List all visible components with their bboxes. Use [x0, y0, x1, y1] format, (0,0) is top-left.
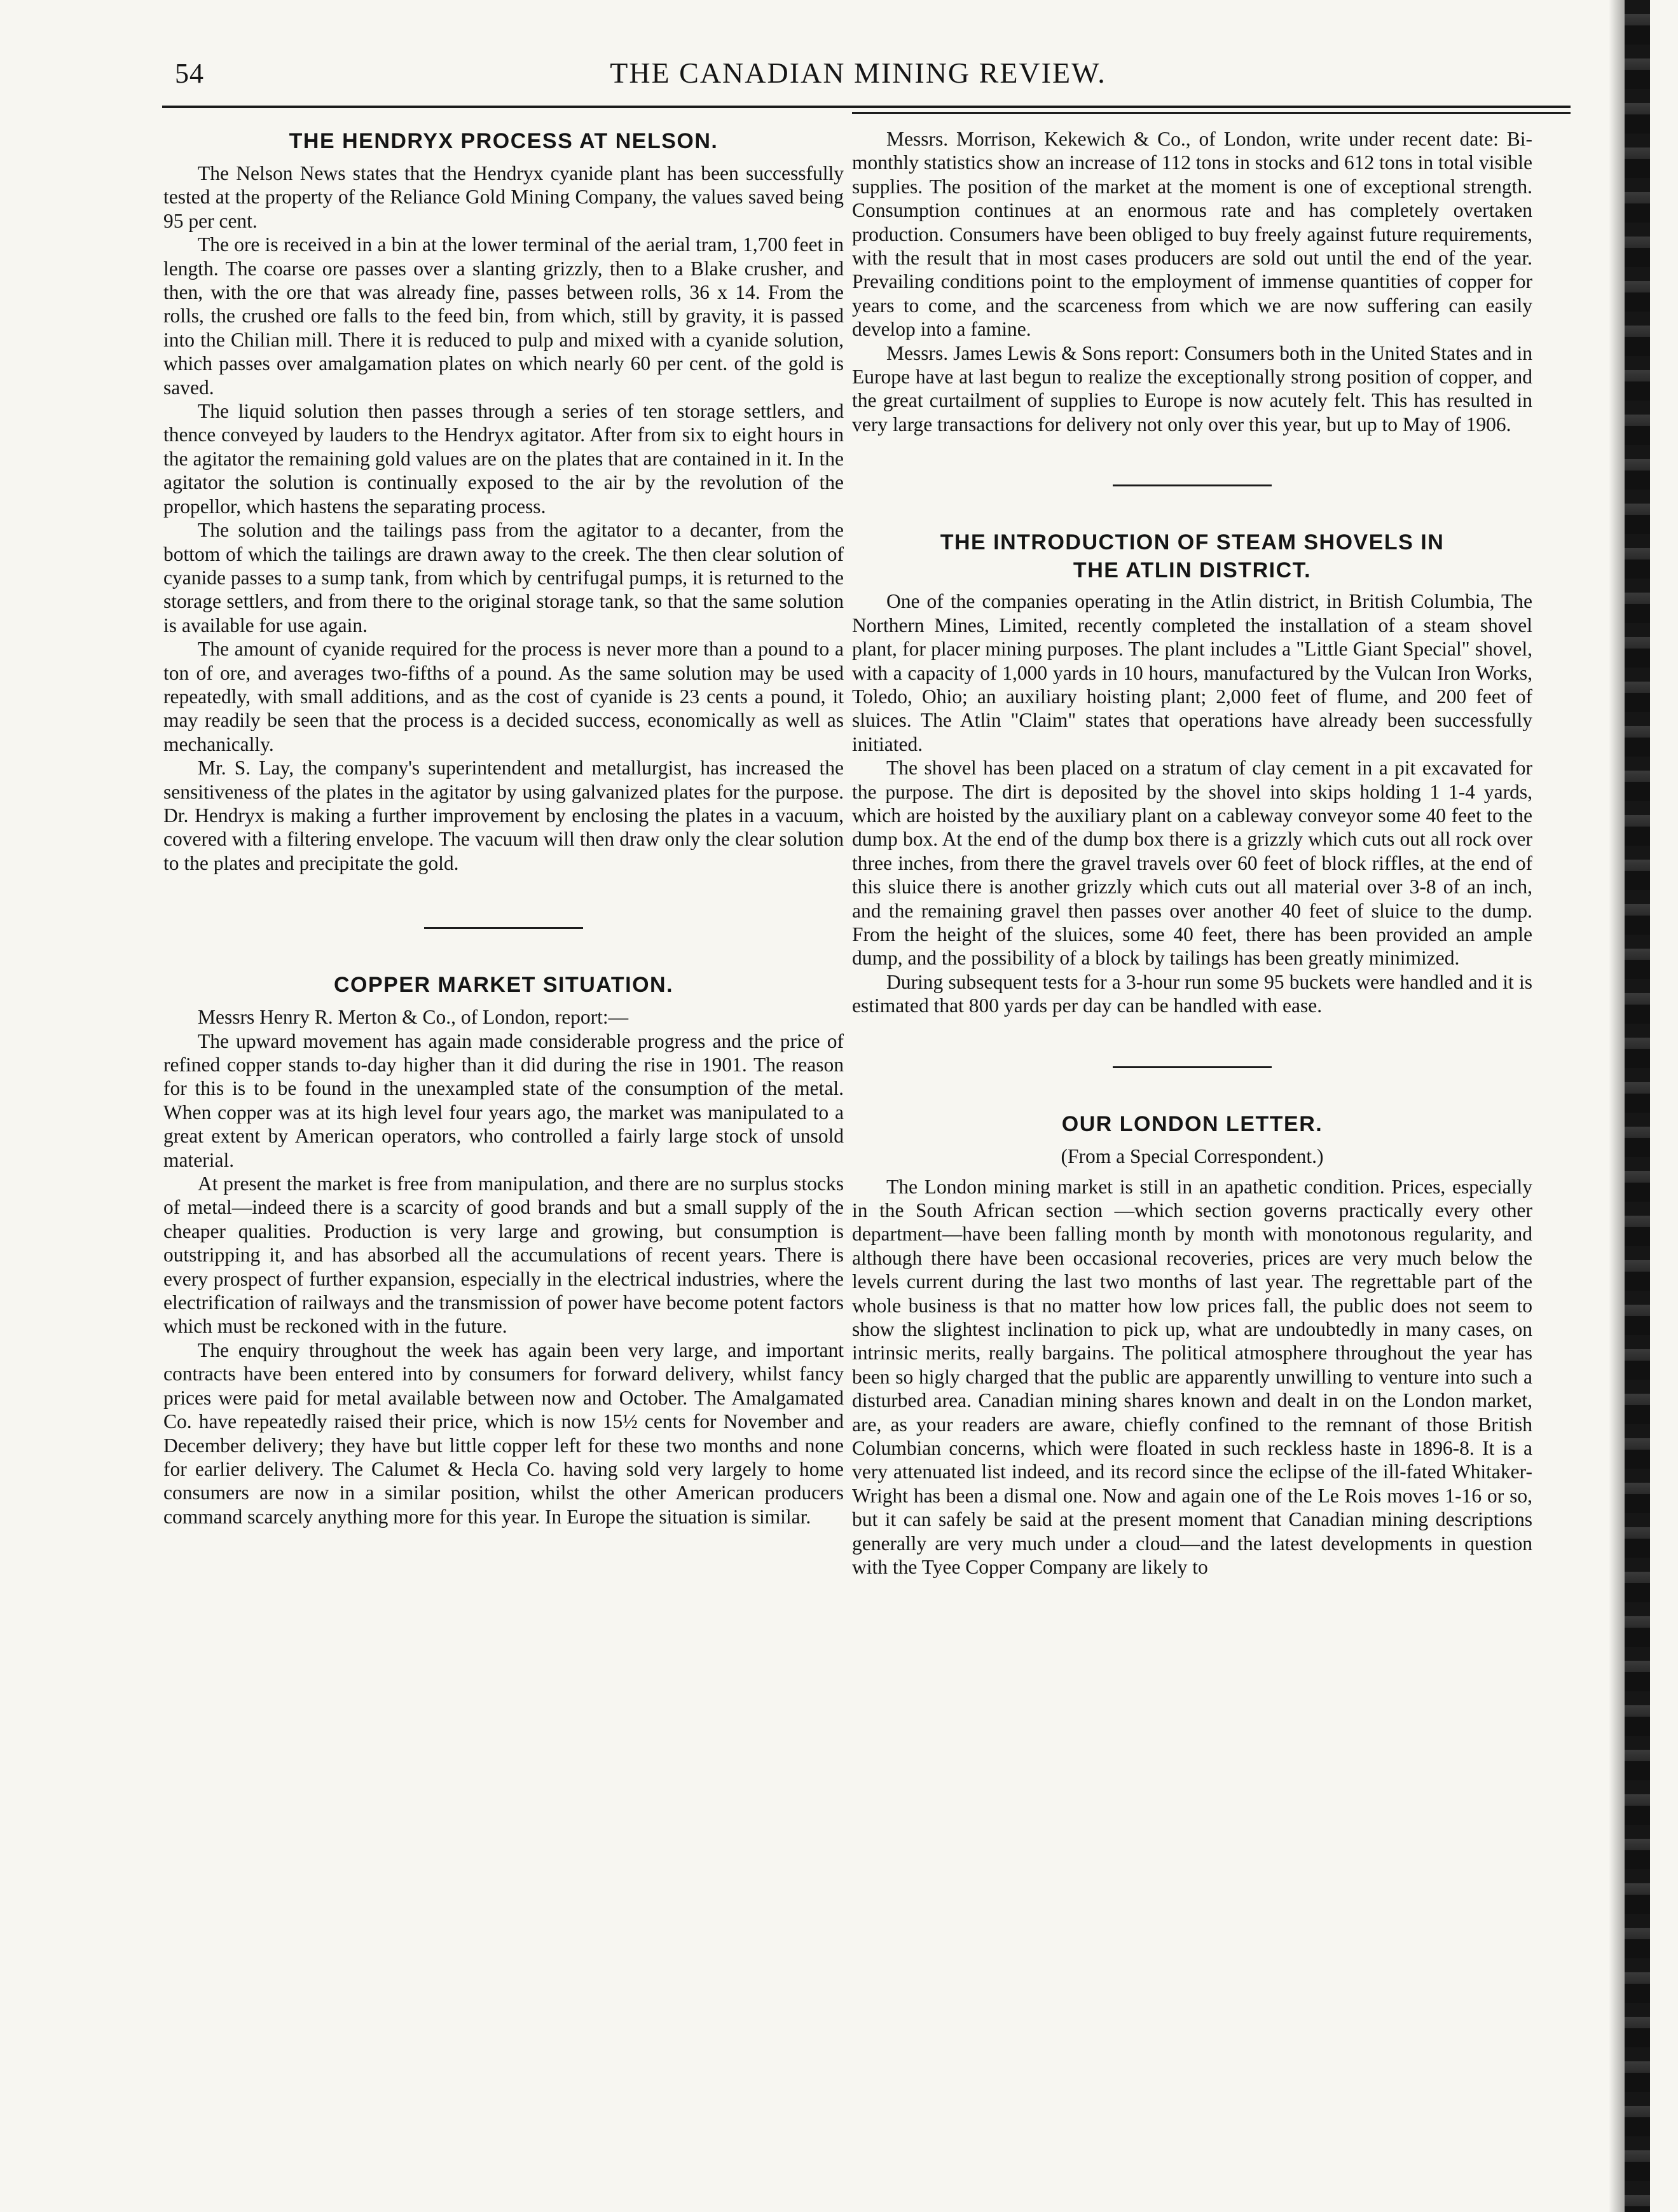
left-column: [163, 127, 844, 1528]
headline-line: THE INTRODUCTION OF STEAM SHOVELS IN: [940, 530, 1445, 555]
article-paragraph: Mr. S. Lay, the company's superintendent and metallurgist, has increased the sensitiveness of the plates in the agitator by using galvanized plates for the purpose. Dr. Hendryx is making a further improvement by enclosing the plates in a vacuum, covered with a filtering envelope. The vacuum will then draw only the clear solution to the plates and precipitate the gold.: [163, 757, 844, 874]
headline-line: THE ATLIN DISTRICT.: [1073, 558, 1312, 583]
binding-edge: [1625, 0, 1650, 2212]
article-copper-market-continued: [852, 127, 1532, 436]
header-rule-secondary: [852, 112, 1571, 114]
page-number: 54: [175, 58, 204, 89]
article-paragraph: The enquiry throughout the week has again been very large, and important contracts have been entered into by consumers for forward delivery, whilst fancy prices were paid for metal available between now and October. The Amalgamated Co. have repeatedly raised their price, which is now 15½ cents for November and December delivery; they have but little copper left for these two months and none for earlier delivery. The Calumet & Hecla Co. having sold very largely to home consumers are now in a similar position, whilst the other American producers command scarcely anything more for this year. In Europe the situation is similar.: [163, 1338, 844, 1528]
article-paragraph: The London mining market is still in an apathetic condition. Prices, especially in the South African section —which section governs practically every other department—have been falling month by month with monotonous regularity, and although there have been occasional recoveries, prices are very much below the levels current during the last two months of last year. The regrettable part of the whole business is that no matter how low prices fall, the public does not seem to show the slightest inclination to pick up, what are undoubtedly in many cases, on intrinsic merits, really bargains. The political atmosphere throughout the year has been so higly charged that the public are apparently unwilling to venture into such a disturbed area. Canadian mining shares known and dealt in on the London market, are, as your readers are aware, chiefly confined to the remnant of those British Columbian concerns, which were floated in such reckless haste in 1896-8. It is a very attenuated list indeed, and its record since the eclipse of the ill-fated Whitaker-Wright has been a dismal one. Now and again one of the Le Rois moves 1-16 or so, but it can safely be said at the present moment that Canadian mining descriptions generally are very much under a cloud—and the latest developments in question with the Tyee Copper Company are likely to: [852, 1175, 1532, 1579]
article-paragraph: The solution and the tailings pass from the agitator to a decanter, from the bottom of which the tailings are drawn away to the creek. The then clear solution of cyanide passes to a sump tank, from which by centrifugal pumps, it is returned to the storage settlers, and from there to the original storage tank, so that the same solution is available for use again.: [163, 519, 844, 636]
header-rule: [162, 106, 1571, 108]
article-headline: COPPER MARKET SITUATION.: [333, 973, 674, 998]
running-head: THE CANADIAN MINING REVIEW.: [610, 57, 1106, 89]
right-column: [852, 127, 1532, 1579]
article-paragraph: At present the market is free from manipulation, and there are no surplus stocks of metal—indeed there is a scarcity of good brands and but a small supply of the cheaper qualities. Production is very large and growing, but consumption is outstripping it, and has absorbed all the accumulations of recent years. There is every prospect of further expansion, especially in the electrical industries, where the electrification of railways and the transmission of power have become potent factors which must be reckoned with in the future.: [163, 1172, 844, 1338]
article-paragraph: The upward movement has again made considerable progress and the price of refined copper stands to-day higher than it did during the rise in 1901. The reason for this is to be found in the unexampled state of the consumption of the metal. When copper was at its high level four years ago, the market was manipulated to a great extent by American operators, who controlled a fairly large stock of unsold material.: [163, 1029, 844, 1171]
article-paragraph: The amount of cyanide required for the process is never more than a pound to a ton of ore, and averages two-fifths of a pound. As the same solution may be used repeatedly, with small additions, and as the cost of cyanide is 23 cents a pound, it may readily be seen that the process is a decided success, economically as well as mechanically.: [163, 638, 844, 755]
article-headline: [852, 528, 1532, 584]
article-paragraph: One of the companies operating in the Atlin district, in British Columbia, The Northern Mines, Limited, recently completed the installation of a steam shovel plant, for placer mining purposes. The plant includes a "Little Giant Special" shovel, with a capacity of 1,000 yards in 10 hours, manufactured by the Vulcan Iron Works, Toledo, Ohio; an auxiliary hoisting plant; 2,000 feet of flume, and 200 feet of sluices. The Atlin "Claim" states that operations have already been successfully initiated.: [852, 590, 1532, 755]
article-paragraph: Messrs. James Lewis & Sons report: Consumers both in the United States and in Europe have at last begun to realize the exceptionally strong position of copper, and the great curtailment of supplies to Europe is now acutely felt. This has resulted in very large transactions for delivery not only over this year, but up to May of 1906.: [852, 341, 1532, 436]
article-paragraph: The Nelson News states that the Hendryx cyanide plant has been successfully tested at the property of the Reliance Gold Mining Company, the values saved being 95 per cent.: [163, 162, 844, 232]
article-copper-market: [163, 971, 844, 1528]
article-paragraph: During subsequent tests for a 3-hour run some 95 buckets were handled and it is estimated that 800 yards per day can be handled with ease.: [852, 970, 1532, 1017]
article-paragraph: Messrs. Morrison, Kekewich & Co., of London, write under recent date: Bi-monthly statistics show an increase of 112 tons in stocks and 612 tons in total visible supplies. The position of the market at the moment is one of exceptional strength. Consumption continues at an enormous rate and has completely overtaken production. Consumers have been obliged to buy freely against future requirements, with the result that in most cases producers are sold out until the end of the year. Prevailing conditions point to the employment of immense quantities of copper for years to come, and the scarceness from which we are now suffering can easily develop into a famine.: [852, 128, 1532, 341]
article-london-letter: [852, 1110, 1532, 1579]
article-headline: THE HENDRYX PROCESS AT NELSON.: [289, 129, 719, 153]
binding-shadow: [1609, 0, 1625, 2212]
article-paragraph: The liquid solution then passes through a series of ten storage settlers, and thence conveyed by lauders to the Hendryx agitator. After from six to eight hours in the agitator the remaining gold values are on the plates that are contained in it. In the agitator the solution is continually exposed to the air by the revolution of the propellor, which hastens the separating process.: [163, 400, 844, 518]
article-paragraph: The ore is received in a bin at the lower terminal of the aerial tram, 1,700 feet in length. The coarse ore passes over a slanting grizzly, then to a Blake crusher, and then, with the ore that was already fine, passes between rolls, 36 x 14. From the rolls, the crushed ore falls to the feed bin, from which, still by gravity, it is passed into the Chilian mill. There it is reduced to pulp and mixed with a cyanide solution, which passes over amalgamation plates on which nearly 60 per cent. of the gold is saved.: [163, 233, 844, 399]
article-paragraph: Messrs Henry R. Merton & Co., of London, report:—: [198, 1006, 629, 1029]
article-hendryx-process: [163, 127, 844, 875]
article-byline: (From a Special Correspondent.): [1061, 1144, 1324, 1167]
article-steam-shovels: [852, 528, 1532, 1017]
article-paragraph: The shovel has been placed on a stratum of clay cement in a pit excavated for the purpose. The dirt is deposited by the shovel into skips holding 1 1-4 yards, which are hoisted by the auxiliary plant on a cableway conveyor some 40 feet to the dump box. At the end of the dump box there is a grizzly which cuts out all rock over three inches, from there the gravel travels over 60 feet of block riffles, at the end of this sluice there is another grizzly which cuts out all material over 3-8 of an inch, and the remaining gravel then passes over another 40 feet of sluice to the dump. From the height of the sluices, some 40 feet, there has been provided an ample dump, and the possibility of a block by tailings has been greatly minimized.: [852, 757, 1532, 970]
article-headline: OUR LONDON LETTER.: [1061, 1111, 1323, 1136]
